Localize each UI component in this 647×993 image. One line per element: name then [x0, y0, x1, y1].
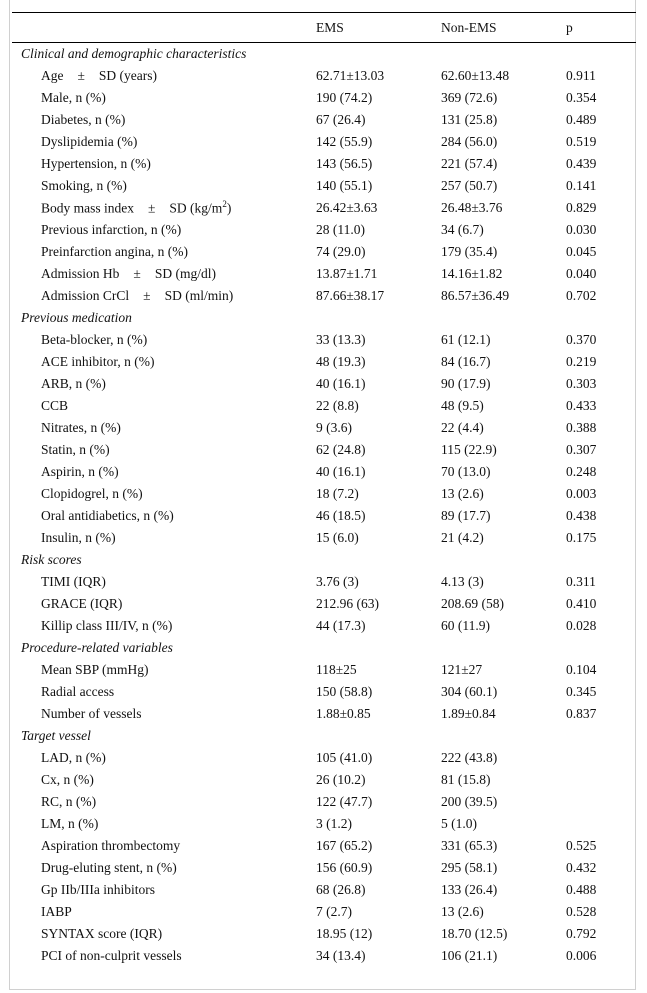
plus-minus-symbol: ± [133, 265, 141, 281]
section-header-row [12, 307, 636, 329]
p-value-cell [566, 769, 636, 791]
ems-value-cell: 67 (26.4) [316, 111, 366, 127]
p-value-cell: 0.303 [566, 375, 597, 391]
p-value-cell: 0.525 [566, 837, 597, 853]
non-ems-value-cell: 4.13 (3) [441, 573, 484, 589]
table-row [12, 153, 636, 175]
header-row [12, 13, 636, 43]
non-ems-value-cell: 89 (17.7) [441, 507, 491, 523]
p-value-cell [566, 813, 636, 835]
non-ems-value-cell: 179 (35.4) [441, 243, 498, 259]
table-row [12, 65, 636, 87]
table-row [12, 659, 636, 681]
table-row [12, 769, 636, 791]
p-value-cell: 0.911 [566, 67, 596, 83]
non-ems-value-cell: 295 (58.1) [441, 859, 498, 875]
p-value-cell: 0.354 [566, 89, 597, 105]
non-ems-value-cell: 13 (2.6) [441, 903, 484, 919]
non-ems-value-cell: 121±27 [441, 661, 483, 677]
variable-cell: Previous infarction, n (%) [41, 221, 182, 237]
p-value-cell: 0.388 [566, 419, 597, 435]
variable-cell: Hypertension, n (%) [41, 155, 151, 171]
p-value-cell: 0.104 [566, 661, 597, 677]
table-row [12, 747, 636, 769]
variable-cell: IABP [41, 903, 72, 919]
table-row [12, 461, 636, 483]
table-row [12, 329, 636, 351]
non-ems-value-cell: 81 (15.8) [441, 771, 491, 787]
variable-cell: Gp IIb/IIIa inhibitors [41, 881, 155, 897]
table-row [12, 175, 636, 197]
table-row [12, 901, 636, 923]
table-body [12, 43, 636, 967]
ems-value-cell: 26 (10.2) [316, 771, 366, 787]
p-value-cell: 0.489 [566, 111, 597, 127]
p-value-cell: 0.829 [566, 199, 597, 215]
table-row [12, 923, 636, 945]
variable-name: Body mass index [41, 200, 134, 216]
variable-cell: Aspirin, n (%) [41, 463, 119, 479]
ems-value-cell: 118±25 [316, 661, 357, 677]
non-ems-value-cell: 131 (25.8) [441, 111, 498, 127]
non-ems-value-cell: 13 (2.6) [441, 485, 484, 501]
section-header-row [12, 549, 636, 571]
plus-minus-symbol: ± [148, 200, 156, 216]
table-row [12, 109, 636, 131]
section-header-row [12, 637, 636, 659]
non-ems-value-cell: 62.60±13.48 [441, 67, 510, 83]
ems-value-cell: 7 (2.7) [316, 903, 352, 919]
table-row [12, 505, 636, 527]
variable-cell [12, 285, 316, 307]
variable-cell: Nitrates, n (%) [41, 419, 121, 435]
ems-value-cell: 18.95 (12) [316, 925, 373, 941]
p-value-cell: 0.433 [566, 397, 597, 413]
non-ems-value-cell: 34 (6.7) [441, 221, 484, 237]
variable-name: Admission CrCl [41, 287, 130, 303]
variable-unit: SD (ml/min) [164, 287, 234, 303]
table-row [12, 131, 636, 153]
ems-value-cell: 212.96 (63) [316, 595, 379, 611]
non-ems-value-cell: 84 (16.7) [441, 353, 491, 369]
p-value-cell: 0.370 [566, 331, 597, 347]
table-row [12, 197, 636, 219]
p-value-cell [566, 791, 636, 813]
variable-unit: SD (years) [98, 67, 158, 83]
non-ems-value-cell: 48 (9.5) [441, 397, 484, 413]
plus-minus-symbol: ± [77, 67, 85, 83]
table-row [12, 835, 636, 857]
ems-value-cell: 34 (13.4) [316, 947, 366, 963]
ems-value-cell: 105 (41.0) [316, 749, 373, 765]
variable-cell: Killip class III/IV, n (%) [41, 617, 173, 633]
p-value-cell: 0.045 [566, 243, 597, 259]
variable-cell: Diabetes, n (%) [41, 111, 126, 127]
p-value-cell [566, 747, 636, 769]
ems-value-cell: 46 (18.5) [316, 507, 366, 523]
ems-value-cell: 167 (65.2) [316, 837, 373, 853]
variable-cell: Mean SBP (mmHg) [41, 661, 149, 677]
variable-cell: Number of vessels [41, 705, 142, 721]
variable-cell: LM, n (%) [41, 815, 99, 831]
non-ems-value-cell: 106 (21.1) [441, 947, 498, 963]
ems-value-cell: 190 (74.2) [316, 89, 373, 105]
p-value-cell: 0.528 [566, 903, 597, 919]
p-value-cell: 0.345 [566, 683, 597, 699]
table-row [12, 241, 636, 263]
non-ems-value-cell: 133 (26.4) [441, 881, 498, 897]
p-value-cell: 0.311 [566, 573, 596, 589]
variable-name: Admission Hb [41, 265, 120, 281]
variable-cell: Insulin, n (%) [41, 529, 116, 545]
non-ems-value-cell: 221 (57.4) [441, 155, 498, 171]
table-row [12, 417, 636, 439]
p-value-cell: 0.519 [566, 133, 597, 149]
table-row [12, 351, 636, 373]
ems-value-cell: 26.42±3.63 [316, 199, 378, 215]
ems-value-cell: 3.76 (3) [316, 573, 359, 589]
non-ems-value-cell: 115 (22.9) [441, 441, 497, 457]
section-title: Target vessel [21, 727, 91, 743]
ems-value-cell: 68 (26.8) [316, 881, 366, 897]
p-value-cell: 0.030 [566, 221, 597, 237]
variable-cell: Beta-blocker, n (%) [41, 331, 148, 347]
variable-cell: LAD, n (%) [41, 749, 106, 765]
p-value-cell: 0.040 [566, 265, 597, 281]
p-value-cell: 0.028 [566, 617, 597, 633]
table-row [12, 395, 636, 417]
table-row [12, 373, 636, 395]
variable-cell [12, 65, 316, 87]
ems-value-cell: 1.88±0.85 [316, 705, 371, 721]
p-value-cell: 0.003 [566, 485, 597, 501]
p-value-cell: 0.438 [566, 507, 597, 523]
p-value-cell: 0.837 [566, 705, 597, 721]
unit-superscript: 2 [222, 198, 227, 209]
ems-value-cell: 15 (6.0) [316, 529, 359, 545]
variable-cell: ARB, n (%) [41, 375, 106, 391]
non-ems-value-cell: 21 (4.2) [441, 529, 484, 545]
p-value-cell: 0.307 [566, 441, 597, 457]
variable-cell: Aspiration thrombectomy [41, 837, 181, 853]
header-variable [12, 13, 316, 43]
non-ems-value-cell: 5 (1.0) [441, 815, 477, 831]
non-ems-value-cell: 200 (39.5) [441, 793, 498, 809]
p-value-cell: 0.488 [566, 881, 597, 897]
variable-unit-suffix: ) [226, 200, 232, 216]
table-row [12, 681, 636, 703]
variable-cell: CCB [41, 397, 69, 413]
non-ems-value-cell: 1.89±0.84 [441, 705, 496, 721]
variable-cell: Dyslipidemia (%) [41, 133, 138, 149]
p-value-cell: 0.006 [566, 947, 597, 963]
section-header-row [12, 43, 636, 65]
p-value-cell: 0.248 [566, 463, 597, 479]
table-row [12, 813, 636, 835]
p-value-cell: 0.141 [566, 177, 597, 193]
ems-value-cell: 122 (47.7) [316, 793, 373, 809]
ems-value-cell: 40 (16.1) [316, 463, 366, 479]
table-row [12, 87, 636, 109]
variable-cell: TIMI (IQR) [41, 573, 106, 589]
section-title: Risk scores [21, 551, 82, 567]
ems-value-cell: 87.66±38.17 [316, 287, 385, 303]
ems-value-cell: 142 (55.9) [316, 133, 373, 149]
variable-unit: SD (mg/dl) [154, 265, 216, 281]
non-ems-value-cell: 22 (4.4) [441, 419, 484, 435]
table-row [12, 879, 636, 901]
ems-value-cell: 18 (7.2) [316, 485, 359, 501]
header-ems: EMS [316, 13, 441, 43]
p-value-cell: 0.792 [566, 925, 597, 941]
ems-value-cell: 62.71±13.03 [316, 67, 385, 83]
variable-cell: Radial access [41, 683, 115, 699]
variable-cell: RC, n (%) [41, 793, 97, 809]
ems-value-cell: 22 (8.8) [316, 397, 359, 413]
non-ems-value-cell: 90 (17.9) [441, 375, 491, 391]
table-row [12, 593, 636, 615]
table-row [12, 615, 636, 637]
p-value-cell: 0.702 [566, 287, 597, 303]
non-ems-value-cell: 369 (72.6) [441, 89, 498, 105]
non-ems-value-cell: 26.48±3.76 [441, 199, 503, 215]
ems-value-cell: 28 (11.0) [316, 221, 365, 237]
variable-cell: Smoking, n (%) [41, 177, 127, 193]
variable-cell: Statin, n (%) [41, 441, 110, 457]
ems-value-cell: 3 (1.2) [316, 815, 352, 831]
section-title: Clinical and demographic characteristics [21, 45, 247, 61]
variable-name: Age [41, 67, 64, 83]
variable-cell: ACE inhibitor, n (%) [41, 353, 155, 369]
variable-cell: Clopidogrel, n (%) [41, 485, 143, 501]
non-ems-value-cell: 304 (60.1) [441, 683, 498, 699]
table-row [12, 945, 636, 967]
table-row [12, 791, 636, 813]
ems-value-cell: 156 (60.9) [316, 859, 373, 875]
non-ems-value-cell: 222 (43.8) [441, 749, 498, 765]
variable-unit: SD (kg/m [169, 200, 223, 216]
variable-cell: Drug-eluting stent, n (%) [41, 859, 177, 875]
ems-value-cell: 13.87±1.71 [316, 265, 378, 281]
ems-value-cell: 33 (13.3) [316, 331, 366, 347]
p-value-cell: 0.432 [566, 859, 597, 875]
table-row [12, 703, 636, 725]
section-title: Procedure-related variables [21, 639, 173, 655]
non-ems-value-cell: 331 (65.3) [441, 837, 498, 853]
variable-cell: Oral antidiabetics, n (%) [41, 507, 174, 523]
ems-value-cell: 48 (19.3) [316, 353, 366, 369]
variable-cell: Male, n (%) [41, 89, 106, 105]
table-row [12, 219, 636, 241]
p-value-cell: 0.410 [566, 595, 597, 611]
non-ems-value-cell: 60 (11.9) [441, 617, 490, 633]
p-value-cell: 0.219 [566, 353, 597, 369]
table-row [12, 285, 636, 307]
variable-cell: GRACE (IQR) [41, 595, 123, 611]
ems-value-cell: 143 (56.5) [316, 155, 373, 171]
non-ems-value-cell: 284 (56.0) [441, 133, 498, 149]
ems-value-cell: 40 (16.1) [316, 375, 366, 391]
table-row [12, 439, 636, 461]
variable-cell: Preinfarction angina, n (%) [41, 243, 188, 259]
variable-cell: PCI of non-culprit vessels [41, 947, 182, 963]
section-title: Previous medication [21, 309, 132, 325]
ems-value-cell: 74 (29.0) [316, 243, 366, 259]
ems-value-cell: 44 (17.3) [316, 617, 366, 633]
non-ems-value-cell: 14.16±1.82 [441, 265, 503, 281]
table-row [12, 857, 636, 879]
header-non-ems: Non-EMS [441, 13, 566, 43]
non-ems-value-cell: 86.57±36.49 [441, 287, 510, 303]
ems-value-cell: 150 (58.8) [316, 683, 373, 699]
non-ems-value-cell: 18.70 (12.5) [441, 925, 508, 941]
ems-value-cell: 62 (24.8) [316, 441, 366, 457]
table-row [12, 571, 636, 593]
section-header-row [12, 725, 636, 747]
table-row [12, 527, 636, 549]
variable-cell [12, 263, 316, 285]
variable-cell: Cx, n (%) [41, 771, 94, 787]
p-value-cell: 0.175 [566, 529, 597, 545]
p-value-cell: 0.439 [566, 155, 597, 171]
ems-value-cell: 140 (55.1) [316, 177, 373, 193]
non-ems-value-cell: 208.69 (58) [441, 595, 504, 611]
table-row [12, 483, 636, 505]
ems-value-cell: 9 (3.6) [316, 419, 352, 435]
non-ems-value-cell: 61 (12.1) [441, 331, 491, 347]
baseline-characteristics-table [12, 12, 636, 967]
table-row [12, 263, 636, 285]
variable-cell [12, 197, 316, 219]
header-p: p [566, 13, 636, 43]
variable-cell: SYNTAX score (IQR) [41, 925, 163, 941]
non-ems-value-cell: 70 (13.0) [441, 463, 491, 479]
non-ems-value-cell: 257 (50.7) [441, 177, 498, 193]
plus-minus-symbol: ± [143, 287, 151, 303]
